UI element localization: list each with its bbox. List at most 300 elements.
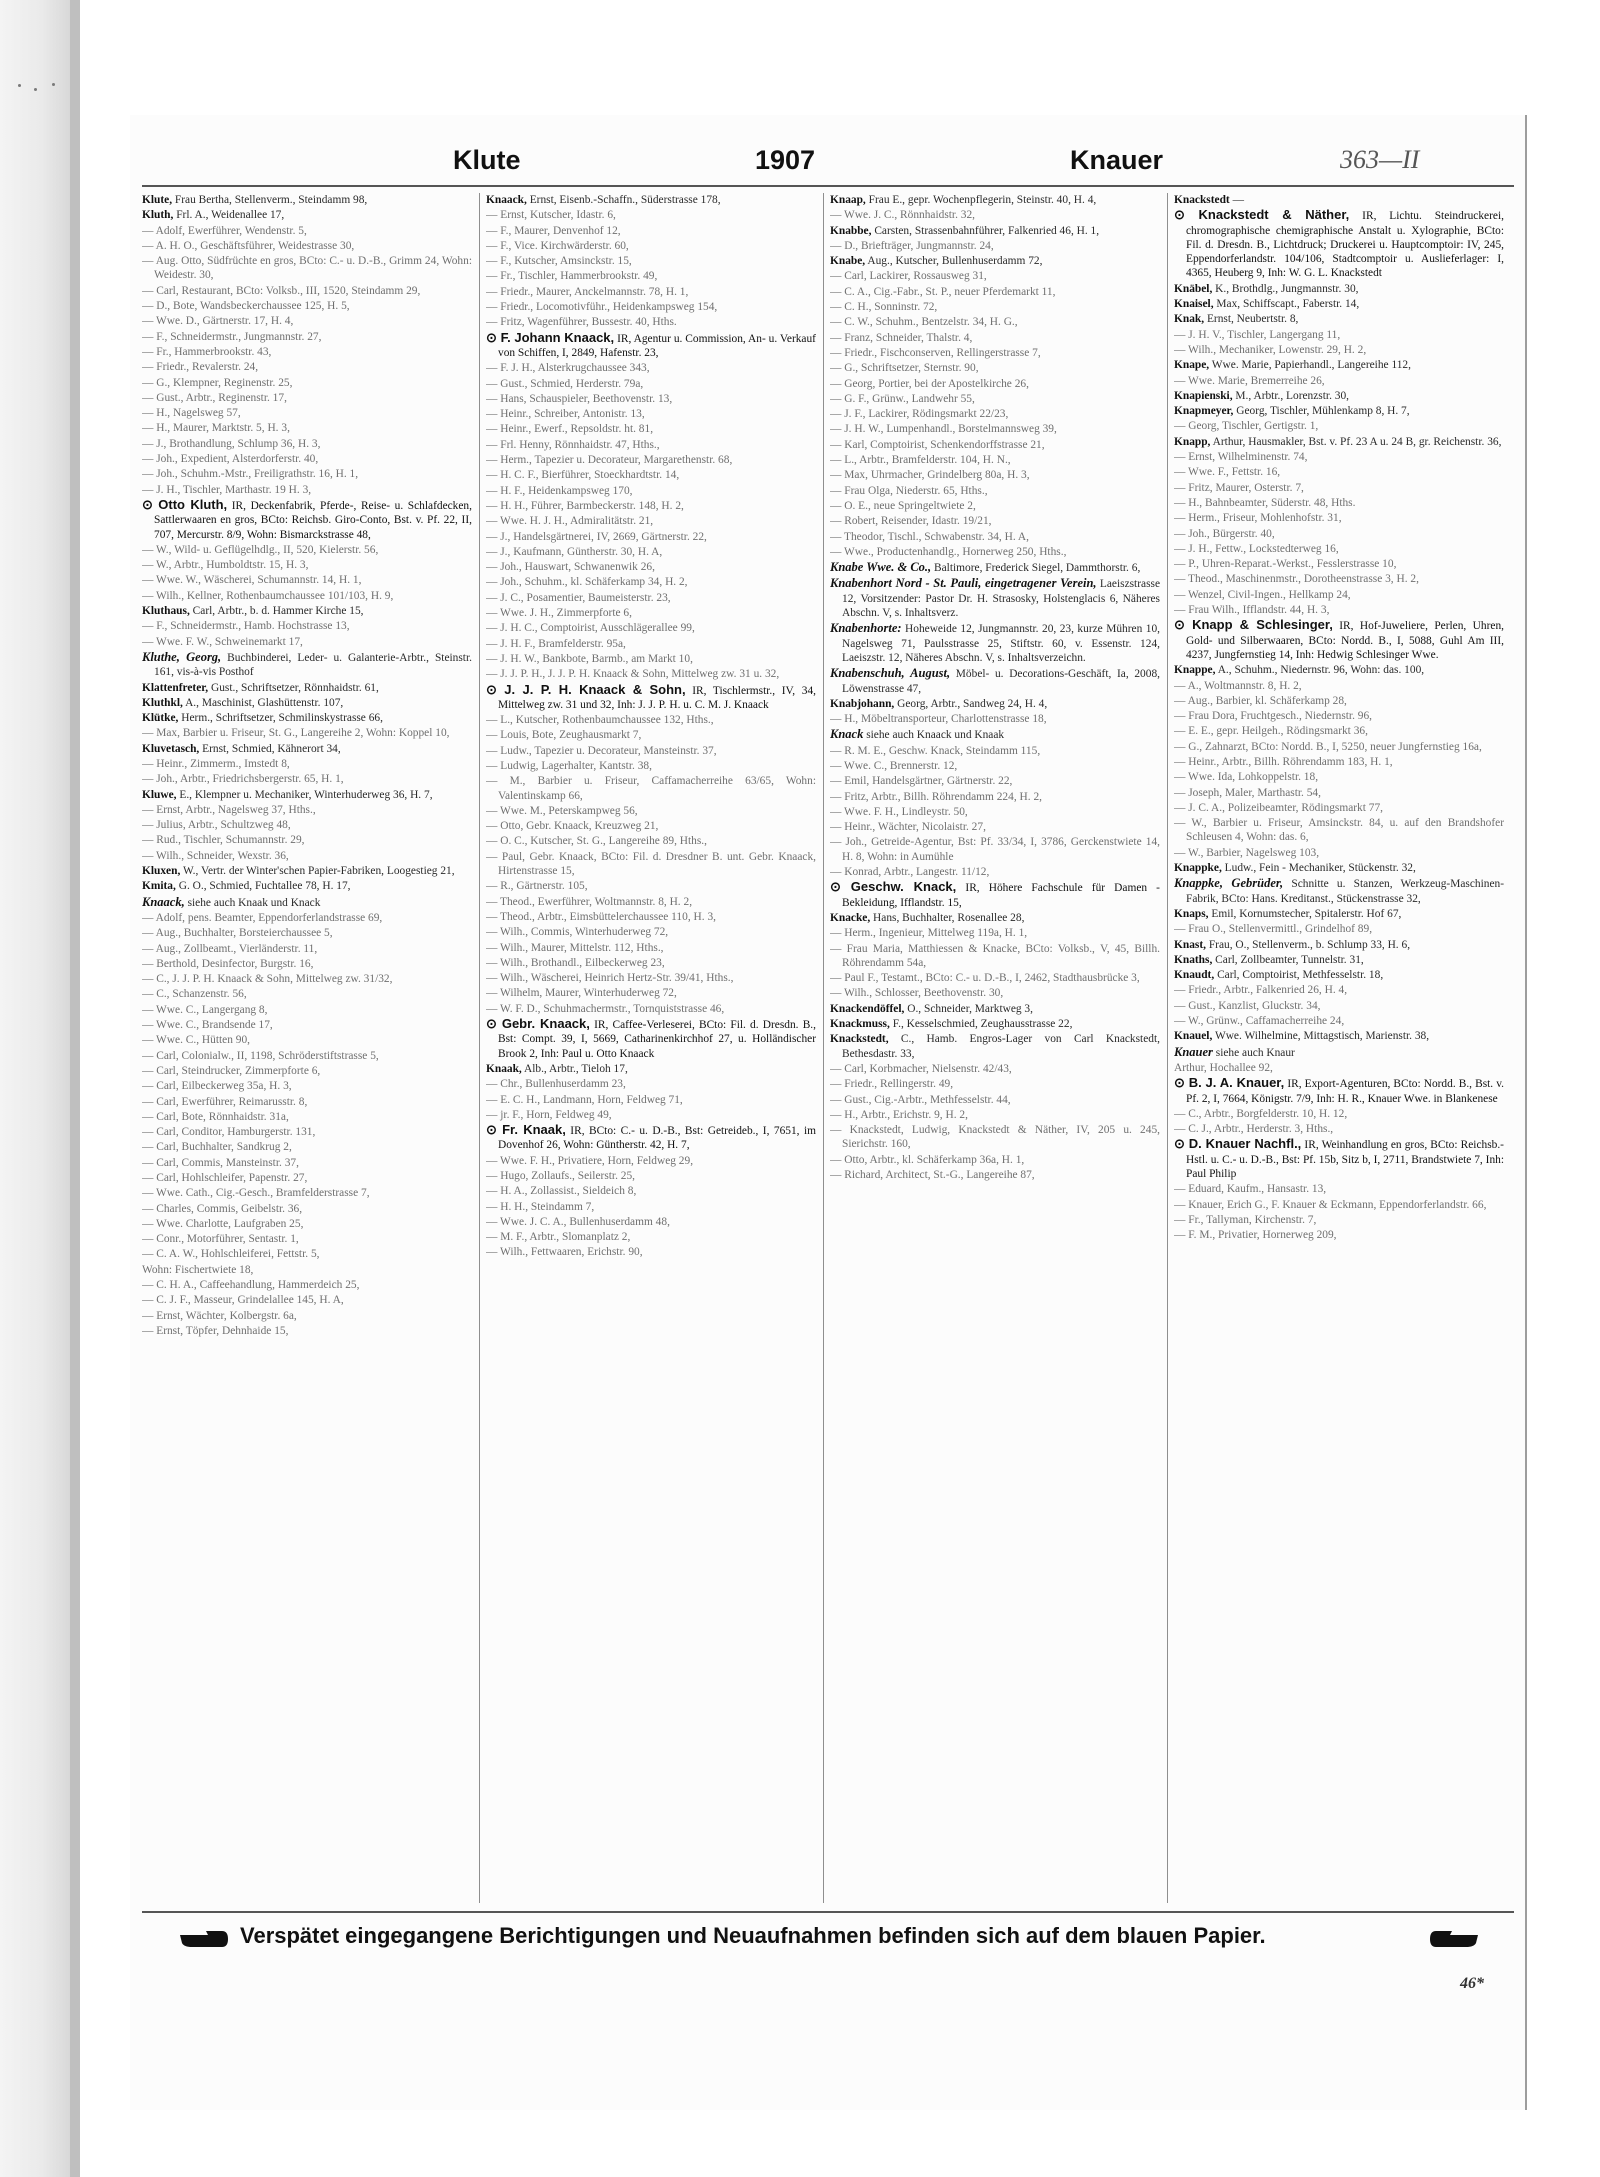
directory-entry bbox=[830, 254, 1160, 268]
page-signature: 46* bbox=[1460, 1975, 1484, 1992]
directory-page bbox=[130, 115, 1527, 2110]
entry-name: Kluthkl, bbox=[142, 696, 183, 709]
entry-details: — O. E., neue Springeltwiete 2, bbox=[830, 499, 976, 512]
entry-details: — Friedr., Maurer, Anckelmannstr. 78, H. 1, bbox=[486, 285, 689, 298]
directory-entry bbox=[1174, 419, 1504, 433]
directory-entry bbox=[830, 712, 1160, 726]
entry-details: — H., Nagelsweg 57, bbox=[142, 407, 241, 420]
entry-name: Knape, bbox=[1174, 359, 1210, 372]
entry-details: — Carl, Colonialw., II, 1198, Schröderstiftstrasse 5, bbox=[142, 1049, 379, 1062]
entry-details: — Adolf, pens. Beamter, Eppendorferlandstrasse 69, bbox=[142, 911, 383, 924]
directory-entry bbox=[1174, 312, 1504, 326]
entry-details: — C., J. J. P. H. Knaack & Sohn, Mittelweg zw. 31/32, bbox=[142, 973, 393, 986]
directory-entry bbox=[142, 314, 472, 328]
directory-entry bbox=[1174, 527, 1504, 541]
directory-entry bbox=[1174, 404, 1504, 418]
entry-details: — Friedr., Locomotivführ., Heidenkampsweg 154, bbox=[486, 301, 718, 314]
directory-entry bbox=[142, 833, 472, 847]
entry-details: — Wwe., Productenhandlg., Hornerweg 250, Hths., bbox=[830, 545, 1067, 558]
directory-entry bbox=[142, 1140, 472, 1154]
directory-entry bbox=[1174, 374, 1504, 388]
entry-details: — C. H. A., Caffeehandlung, Hammerdeich 25, bbox=[142, 1279, 360, 1292]
entry-details: — Gust., Cig.-Arbtr., Methfesselstr. 44, bbox=[830, 1093, 1011, 1106]
directory-entry bbox=[142, 1064, 472, 1078]
entry-details: Wwe. Marie, Papierhandl., Langereihe 112, bbox=[1211, 359, 1411, 372]
entry-name: Knauel, bbox=[1174, 1030, 1213, 1043]
entry-details: — bbox=[1232, 194, 1244, 206]
entry-details: IR, Export-Agenturen, BCto: Nordd. B., Bst. v. Pf. 2, I, 7664, Königstr. 7/9, Inh: H. R., Knauer Wwe. in Blankenese bbox=[1186, 1078, 1504, 1105]
directory-entry bbox=[486, 208, 816, 222]
entry-details: Frau E., gepr. Wochenpflegerin, Steinstr. 40, H. 4, bbox=[868, 194, 1097, 206]
directory-entry bbox=[142, 558, 472, 572]
directory-entry bbox=[486, 850, 816, 879]
directory-entry bbox=[830, 453, 1160, 467]
directory-entry bbox=[142, 757, 472, 771]
directory-entry bbox=[830, 1093, 1160, 1107]
directory-entry bbox=[1174, 709, 1504, 723]
directory-entry bbox=[142, 421, 472, 435]
directory-entry bbox=[486, 1245, 816, 1259]
column-divider bbox=[823, 193, 824, 1903]
entry-details: Aug., Kutscher, Bullenhuserdamm 72, bbox=[867, 255, 1043, 268]
directory-entry bbox=[142, 849, 472, 863]
directory-entry bbox=[1174, 618, 1504, 662]
entry-details: — Max, Barbier u. Friseur, St. G., Langereihe 2, Wohn: Koppel 10, bbox=[142, 727, 450, 740]
entry-name: ⊙ Knapp & Schlesinger, bbox=[1174, 617, 1333, 633]
entry-details: — Wwe. M., Peterskampweg 56, bbox=[486, 804, 638, 817]
directory-entry bbox=[486, 514, 816, 528]
entry-details: — C. J. F., Masseur, Grindelallee 145, H. A, bbox=[142, 1294, 344, 1307]
directory-entry bbox=[1174, 435, 1504, 449]
entry-details: Emil, Kornumstecher, Spitalerstr. Hof 67, bbox=[1211, 907, 1402, 920]
entry-details: — H., Bahnbeamter, Süderstr. 48, Hths. bbox=[1174, 496, 1356, 509]
directory-entry bbox=[142, 254, 472, 283]
directory-entry bbox=[142, 360, 472, 374]
entry-name: Knabenhorte: bbox=[830, 621, 902, 636]
directory-entry bbox=[486, 774, 816, 803]
directory-entry bbox=[486, 986, 816, 1000]
directory-entry bbox=[1174, 588, 1504, 602]
entry-details: — F., Schneidermstr., Jungmannstr. 27, bbox=[142, 330, 322, 343]
directory-entry bbox=[1174, 953, 1504, 967]
entry-details: Buchbinderei, Leder- u. Galanterie-Arbtr., Steinstr. 161, vis-à-vis Posthof bbox=[154, 651, 472, 679]
entry-details: — Wwe. D., Gärtnerstr. 17, H. 4, bbox=[142, 315, 294, 328]
entry-details: — Wilh., Brothandl., Eilbeckerweg 23, bbox=[486, 956, 665, 969]
entry-details: Ernst, Schmied, Kähnerort 34, bbox=[202, 742, 341, 755]
entry-name: Knapp, bbox=[1174, 435, 1211, 448]
entry-name: Kluth, bbox=[142, 209, 174, 222]
entry-details: — Richard, Architect, St.-G., Langereihe 87, bbox=[830, 1169, 1035, 1181]
entry-details: — Ludwig, Lagerhalter, Kantstr. 38, bbox=[486, 759, 652, 772]
directory-entry bbox=[1174, 511, 1504, 525]
directory-entry bbox=[142, 972, 472, 986]
directory-entry bbox=[142, 957, 472, 971]
directory-entry bbox=[142, 1171, 472, 1185]
entry-details: — Carl, Bote, Rönnhaidstr. 31a, bbox=[142, 1110, 289, 1123]
directory-entry bbox=[1174, 1061, 1504, 1075]
entry-name: Knapienski, bbox=[1174, 389, 1233, 402]
entry-details: Wwe. Wilhelmine, Mittagstisch, Marienstr. 38, bbox=[1214, 1030, 1430, 1043]
entry-details: IR, Lichtu. Steindruckerei, chromographische chemigraphische Anstalt u. Xylographie, BCto: Fil. d. Dresdn. B., Lichtdruck; Druckerei u. Hauptcomptoir: IV, 245, Eppendorferlandstr. 104/106, Stadtcomptoir u. Auslieferlager: I, 4365, Heuberg 9, Inh: W. G. L. Knackstedt bbox=[1186, 210, 1504, 280]
entry-name: Knappke, Gebrüder, bbox=[1174, 876, 1284, 891]
entry-details: — D., Bote, Wandsbeckerchaussee 125, H. 5, bbox=[142, 300, 350, 313]
entry-details: — Friedr., Rellingerstr. 49, bbox=[830, 1078, 954, 1091]
entry-details: — Otto, Arbtr., kl. Schäferkamp 36a, H. 1, bbox=[830, 1153, 1025, 1166]
directory-entry bbox=[142, 1156, 472, 1170]
entry-details: IR, Caffee-Verleserei, BCto: Fil. d. Dresdn. B., Bst: Compt. 39, I, 5669, Catharinenkirchhof 27, u. Holländischer Brook 2, Inh: Paul u. Otto Knaack bbox=[498, 1019, 816, 1060]
directory-entry bbox=[486, 895, 816, 909]
directory-entry bbox=[1174, 786, 1504, 800]
entry-details: Schnitte u. Stanzen, Werkzeug-Maschinen-Fabrik, BCto: Hans. Kreditanst., Stückenstrasse 32, bbox=[1186, 878, 1504, 905]
entry-details: — Frau O., Stellenvermittl., Grindelhof 89, bbox=[1174, 923, 1373, 936]
directory-entry bbox=[142, 895, 472, 910]
directory-entry bbox=[142, 818, 472, 832]
entry-details: — Ernst, Wilhelminenstr. 74, bbox=[1174, 451, 1308, 464]
entry-details: — Joseph, Maler, Marthastr. 54, bbox=[1174, 786, 1321, 799]
directory-entry bbox=[1174, 603, 1504, 617]
entry-details: Hoheweide 12, Jungmannstr. 20, 23, kurze Mühren 10, Nagelsweg 71, Paulsstrasse 25, Stiftstr. 60, v. Essenstr. 124, Laeiszstr. 12, Näheres Abschn. V, s. Inhaltsverzeichn. bbox=[842, 623, 1160, 664]
entry-details: — Knauer, Erich G., F. Knauer & Eckmann, Eppendorferlandstr. 66, bbox=[1174, 1198, 1487, 1211]
directory-entry bbox=[142, 1309, 472, 1323]
directory-entry bbox=[1174, 1182, 1504, 1196]
directory-entry bbox=[142, 467, 472, 481]
directory-entry bbox=[1174, 1137, 1504, 1181]
entry-details: — Carl, Buchhalter, Sandkrug 2, bbox=[142, 1141, 292, 1154]
entry-details: IR, Weinhandlung en gros, BCto: Reichsb.-Hstl. u. C.- u. D.-B., Bst: Pf. 15b, Sitz b, I, 2711, Brandstwiete 7, Inh: Paul Philip bbox=[1186, 1139, 1504, 1180]
header-right-keyword: Knauer bbox=[1070, 145, 1164, 175]
directory-entry bbox=[1174, 282, 1504, 296]
entry-details: — jr. F., Horn, Feldweg 49, bbox=[486, 1108, 612, 1121]
directory-entry bbox=[830, 666, 1160, 696]
directory-entry bbox=[142, 879, 472, 893]
directory-entry bbox=[1174, 938, 1504, 952]
entry-details: — Heinr., Arbtr., Billh. Röhrendamm 183, H. 1, bbox=[1174, 755, 1393, 768]
entry-name: Kluxen, bbox=[142, 865, 181, 878]
directory-entry bbox=[486, 575, 816, 589]
entry-details: — Aug. Otto, Südfrüchte en gros, BCto: C.- u. D.-B., Grimm 24, Wohn: Weidestr. 30, bbox=[142, 255, 472, 282]
entry-details: — Wwe. F. W., Schweinemarkt 17, bbox=[142, 635, 303, 648]
directory-entry bbox=[486, 667, 816, 681]
directory-entry bbox=[142, 681, 472, 695]
entry-details: — H., Arbtr., Erichstr. 9, H. 2, bbox=[830, 1108, 968, 1121]
entry-details: Wohn: Fischertwiete 18, bbox=[142, 1263, 254, 1276]
entry-details: — Friedr., Fischconserven, Rellingerstrasse 7, bbox=[830, 346, 1041, 359]
directory-entry bbox=[1174, 193, 1504, 207]
entry-details: Georg, Tischler, Mühlenkamp 8, H. 7, bbox=[1236, 405, 1410, 418]
entry-details: — J. C., Posamentier, Baumeisterstr. 23, bbox=[486, 591, 671, 604]
entry-details: E., Klempner u. Mechaniker, Winterhuderweg 36, H. 7, bbox=[179, 788, 433, 801]
directory-entry bbox=[142, 864, 472, 878]
directory-entry bbox=[486, 956, 816, 970]
entry-details: W., Vertr. der Winter'schen Papier-Fabriken, Loogestieg 21, bbox=[182, 865, 455, 878]
entry-details: — Wwe. J. C., Rönnhaidstr. 32, bbox=[830, 209, 976, 222]
directory-entry bbox=[830, 484, 1160, 498]
directory-entry bbox=[830, 468, 1160, 482]
directory-entry bbox=[486, 728, 816, 742]
entry-details: — Frau Dora, Fruchtgesch., Niedernstr. 96, bbox=[1174, 710, 1373, 723]
entry-details: — Joh., Hauswart, Schwanenwik 26, bbox=[486, 561, 655, 574]
entry-details: — Wwe. F. H., Privatiere, Horn, Feldweg 29, bbox=[486, 1154, 694, 1167]
directory-entry bbox=[1174, 450, 1504, 464]
directory-entry bbox=[142, 987, 472, 1001]
directory-entry bbox=[1174, 1076, 1504, 1106]
entry-name: ⊙ F. Johann Knaack, bbox=[486, 329, 615, 345]
directory-entry bbox=[486, 361, 816, 375]
entry-details: Georg, Arbtr., Sandweg 24, H. 4, bbox=[897, 697, 1048, 710]
entry-details: Arthur, Hochallee 92, bbox=[1174, 1061, 1273, 1074]
entry-details: — Adolf, Ewerführer, Wendenstr. 5, bbox=[142, 224, 307, 237]
directory-entry bbox=[486, 1169, 816, 1183]
entry-details: — C. H., Sonninstr. 72, bbox=[830, 301, 938, 314]
entry-details: — J. H. W., Bankbote, Barmb., am Markt 10, bbox=[486, 652, 693, 665]
directory-entry bbox=[1174, 1014, 1504, 1028]
directory-entry bbox=[486, 637, 816, 651]
directory-entry bbox=[830, 545, 1160, 559]
entry-details: Ludw., Fein - Mechaniker, Stückenstr. 32, bbox=[1224, 862, 1416, 875]
entry-details: — Ernst, Wächter, Kolbergstr. 6a, bbox=[142, 1309, 297, 1322]
directory-entry bbox=[1174, 876, 1504, 906]
entry-details: A., Maschinist, Glashüttenstr. 107, bbox=[185, 696, 344, 709]
entry-details: — F. M., Privatier, Hornerweg 209, bbox=[1174, 1229, 1337, 1242]
directory-entry bbox=[486, 1184, 816, 1198]
entry-details: — W., Wild- u. Geflügelhdlg., II, 520, Kielerstr. 56, bbox=[142, 543, 379, 556]
entry-details: — Max, Uhrmacher, Grindelberg 80a, H. 3, bbox=[830, 469, 1030, 482]
directory-entry bbox=[486, 407, 816, 421]
directory-entry bbox=[830, 346, 1160, 360]
entry-details: — D., Briefträger, Jungmannstr. 24, bbox=[830, 239, 994, 252]
directory-entry bbox=[142, 650, 472, 680]
directory-entry bbox=[486, 285, 816, 299]
directory-entry bbox=[142, 1033, 472, 1047]
entry-details: — Louis, Bote, Zeughausmarkt 7, bbox=[486, 729, 642, 742]
entry-details: — Theod., Ewerführer, Woltmannstr. 8, H. 2, bbox=[486, 895, 693, 908]
entry-details: — Gust., Schmied, Herderstr. 79a, bbox=[486, 377, 644, 390]
entry-details: — J. J. P. H., J. J. P. H. Knaack & Sohn, Mittelweg zw. 31 u. 32, bbox=[486, 668, 780, 681]
directory-entry bbox=[142, 926, 472, 940]
page-number: 363—II bbox=[1340, 145, 1420, 174]
entry-details: — R. M. E., Geschw. Knack, Steindamm 115, bbox=[830, 744, 1041, 757]
entry-details: — Aug., Buchhalter, Borsteierchaussee 5, bbox=[142, 927, 333, 940]
directory-entry bbox=[830, 805, 1160, 819]
entry-name: Knackstedt bbox=[1174, 194, 1230, 206]
entry-details: — J. H., Tischler, Marthastr. 19 H. 3, bbox=[142, 483, 312, 496]
entry-details: — Charles, Commis, Geibelstr. 36, bbox=[142, 1202, 303, 1215]
entry-details: — Georg, Portier, bei der Apostelkirche 26, bbox=[830, 377, 1029, 390]
directory-entry bbox=[830, 331, 1160, 345]
directory-entry bbox=[486, 468, 816, 482]
entry-details: — Joh., Arbtr., Friedrichsbergerstr. 65, H. 1, bbox=[142, 773, 344, 786]
entry-name: Knaps, bbox=[1174, 907, 1209, 920]
entry-details: — Carl, Korbmacher, Nielsenstr. 42/43, bbox=[830, 1062, 1012, 1075]
directory-entry bbox=[486, 530, 816, 544]
entry-details: — J., Kaufmann, Güntherstr. 30, H. A, bbox=[486, 545, 663, 558]
entry-details: Herm., Schriftsetzer, Schmilinskystrasse 66, bbox=[181, 712, 383, 725]
directory-entry bbox=[142, 1293, 472, 1307]
directory-entry bbox=[142, 573, 472, 587]
entry-details: — J. H. F., Bramfelderstr. 95a, bbox=[486, 637, 626, 650]
entry-details: — Fritz, Maurer, Osterstr. 7, bbox=[1174, 481, 1304, 494]
header-year: 1907 bbox=[755, 145, 816, 175]
directory-entry bbox=[1174, 724, 1504, 738]
directory-entry bbox=[830, 315, 1160, 329]
entry-details: Möbel- u. Decorations-Geschäft, Ia, 2008, Löwenstrasse 47, bbox=[842, 668, 1160, 695]
entry-name: Knappe, bbox=[1174, 664, 1216, 677]
entry-details: — Wwe. W., Wäscherei, Schumannstr. 14, H. 1, bbox=[142, 574, 362, 587]
entry-details: — M. F., Arbtr., Slomanplatz 2, bbox=[486, 1231, 631, 1244]
directory-entry bbox=[486, 1123, 816, 1153]
entry-name: ⊙ B. J. A. Knauer, bbox=[1174, 1075, 1285, 1091]
entry-details: — Robert, Reisender, Idastr. 19/21, bbox=[830, 515, 992, 528]
entry-name: Knabe Wwe. & Co., bbox=[830, 560, 932, 575]
entry-details: — Wilh., Kellner, Rothenbaumchaussee 101/103, H. 9, bbox=[142, 589, 394, 602]
entry-details: — C. A. W., Hohlschleiferei, Fettstr. 5, bbox=[142, 1248, 320, 1261]
entry-details: — Frau Wilh., Ifflandstr. 44, H. 3, bbox=[1174, 604, 1330, 617]
directory-entry bbox=[142, 726, 472, 740]
directory-entry bbox=[1174, 663, 1504, 677]
entry-name: Kluvetasch, bbox=[142, 742, 200, 755]
entry-details: — J. F., Lackirer, Rödingsmarkt 22/23, bbox=[830, 408, 1009, 421]
directory-entry bbox=[486, 453, 816, 467]
entry-name: ⊙ D. Knauer Nachfl., bbox=[1174, 1136, 1302, 1152]
entry-name: Knapmeyer, bbox=[1174, 405, 1234, 418]
directory-entry bbox=[486, 713, 816, 727]
directory-entry bbox=[830, 1108, 1160, 1122]
directory-entry bbox=[830, 239, 1160, 253]
entry-name: Kmita, bbox=[142, 880, 176, 893]
entry-name: Knappke, bbox=[1174, 862, 1222, 875]
entry-details: — J., Brothandlung, Schlump 36, H. 3, bbox=[142, 437, 321, 450]
entry-details: — G., Schriftsetzer, Sternstr. 90, bbox=[830, 362, 979, 375]
entry-details: — J. H., Fettw., Lockstedterweg 16, bbox=[1174, 542, 1339, 555]
entry-details: — Ernst, Kutscher, Idastr. 6, bbox=[486, 209, 616, 222]
directory-entry bbox=[486, 560, 816, 574]
entry-name: Knaack, bbox=[142, 894, 185, 909]
entry-details: G. O., Schmied, Fuchtallee 78, H. 17, bbox=[178, 880, 351, 893]
directory-entry bbox=[830, 986, 1160, 1000]
entry-details: — W. F. D., Schuhmachermstr., Tornquiststrasse 46, bbox=[486, 1002, 725, 1015]
directory-entry bbox=[830, 269, 1160, 283]
notice-text: Verspätet eingegangene Berichtigungen und Neuaufnahmen befinden sich auf dem blauen Papier. bbox=[240, 1923, 1266, 1948]
directory-entry bbox=[830, 392, 1160, 406]
directory-entry bbox=[830, 560, 1160, 575]
directory-entry bbox=[830, 759, 1160, 773]
entry-details: — Wilh., Wäscherei, Heinrich Hertz-Str. 39/41, Hths., bbox=[486, 972, 734, 985]
directory-entry bbox=[142, 1018, 472, 1032]
entry-name: Knackmuss, bbox=[830, 1018, 890, 1031]
entry-name: Knaack, bbox=[486, 194, 527, 206]
entry-details: — Heinr., Zimmerm., Imstedt 8, bbox=[142, 757, 290, 770]
column-3 bbox=[830, 193, 1160, 1903]
directory-entry bbox=[142, 1202, 472, 1216]
entry-details: Alb., Arbtr., Tieloh 17, bbox=[524, 1062, 628, 1075]
directory-entry bbox=[486, 621, 816, 635]
book-binding bbox=[0, 0, 70, 2177]
entry-details: — Fr., Tischler, Hammerbrookstr. 49, bbox=[486, 270, 658, 283]
directory-entry bbox=[830, 499, 1160, 513]
directory-entry bbox=[142, 1247, 472, 1261]
column-2 bbox=[486, 193, 816, 1903]
entry-details: — H. H., Führer, Barmbeckerstr. 148, H. 2, bbox=[486, 499, 684, 512]
directory-entry bbox=[486, 941, 816, 955]
entry-details: O., Schneider, Marktweg 3, bbox=[907, 1002, 1033, 1015]
entry-name: Knaths, bbox=[1174, 953, 1213, 966]
entry-details: — Frau Maria, Matthiessen & Knacke, BCto: Volksb., V, 45, Billh. Röhrendamm 54a, bbox=[830, 942, 1160, 969]
entry-details: — C. J., Arbtr., Herderstr. 3, Hths., bbox=[1174, 1123, 1334, 1136]
directory-entry bbox=[830, 208, 1160, 222]
directory-entry bbox=[1174, 755, 1504, 769]
directory-entry bbox=[486, 438, 816, 452]
entry-name: Knaisel, bbox=[1174, 298, 1214, 311]
directory-entry bbox=[1174, 572, 1504, 586]
directory-entry bbox=[486, 1017, 816, 1061]
entry-details: Carl, Arbtr., b. d. Hammer Kirche 15, bbox=[192, 605, 364, 618]
directory-entry bbox=[142, 284, 472, 298]
directory-entry bbox=[486, 1215, 816, 1229]
directory-entry bbox=[830, 1168, 1160, 1182]
directory-entry bbox=[830, 1062, 1160, 1076]
directory-entry bbox=[142, 224, 472, 238]
directory-entry bbox=[830, 1123, 1160, 1152]
entry-details: Baltimore, Frederick Siegel, Dammthorstr. 6, bbox=[934, 562, 1141, 575]
entry-details: — Wwe. Cath., Cig.-Gesch., Bramfelderstrasse 7, bbox=[142, 1187, 370, 1200]
entry-details: — Aug., Zollbeamt., Vierländerstr. 11, bbox=[142, 942, 318, 955]
entry-details: — Wwe. C., Hütten 90, bbox=[142, 1034, 250, 1047]
directory-entry bbox=[830, 942, 1160, 971]
entry-name: Knabenschuh, August, bbox=[830, 666, 951, 681]
entry-details: siehe auch Knaack und Knaak bbox=[866, 729, 1005, 742]
entry-details: — Ernst, Töpfer, Dehnhaide 15, bbox=[142, 1324, 289, 1337]
directory-entry bbox=[1174, 1213, 1504, 1227]
entry-details: — J. H. W., Lumpenhandl., Borstelmannsweg 39, bbox=[830, 423, 1057, 436]
entry-name: Knaudt, bbox=[1174, 969, 1215, 982]
entry-details: — Wwe. J. H., Zimmerpforte 6, bbox=[486, 607, 632, 620]
directory-entry bbox=[486, 1093, 816, 1107]
directory-entry bbox=[830, 727, 1160, 742]
directory-entry bbox=[1174, 801, 1504, 815]
entry-details: — W., Grünw., Caffamacherreihe 24, bbox=[1174, 1015, 1345, 1028]
directory-entry bbox=[1174, 481, 1504, 495]
entry-details: — Friedr., Arbtr., Falkenried 26, H. 4, bbox=[1174, 984, 1348, 997]
entry-name: Knabbe, bbox=[830, 224, 872, 237]
entry-details: — C., Arbtr., Borgfelderstr. 10, H. 12, bbox=[1174, 1107, 1348, 1120]
directory-entry bbox=[486, 879, 816, 893]
directory-entry bbox=[142, 1003, 472, 1017]
directory-entry bbox=[486, 759, 816, 773]
running-header bbox=[130, 145, 1525, 181]
entry-details: — Wwe. H. J. H., Admiralitätstr. 21, bbox=[486, 515, 654, 528]
directory-entry bbox=[1174, 694, 1504, 708]
directory-entry bbox=[1174, 1228, 1504, 1242]
entry-details: — Theod., Arbtr., Eimsbüttelerchaussee 110, H. 3, bbox=[486, 910, 716, 923]
entry-details: — C., Schanzenstr. 56, bbox=[142, 988, 247, 1001]
entry-details: siehe auch Knaak und Knack bbox=[187, 896, 321, 909]
entry-details: — H. F., Heidenkampsweg 170, bbox=[486, 484, 633, 497]
entry-details: — W., Barbier, Nagelsweg 103, bbox=[1174, 846, 1320, 859]
directory-entry bbox=[142, 1232, 472, 1246]
column-1 bbox=[142, 193, 472, 1903]
directory-entry bbox=[486, 910, 816, 924]
entry-details: — R., Gärtnerstr. 105, bbox=[486, 880, 588, 893]
column-4 bbox=[1174, 193, 1504, 1903]
directory-entry bbox=[142, 911, 472, 925]
entry-details: — Joh., Expedient, Alsterdorferstr. 40, bbox=[142, 453, 319, 466]
directory-entry bbox=[486, 254, 816, 268]
entry-details: — Aug., Barbier, kl. Schäferkamp 28, bbox=[1174, 694, 1347, 707]
directory-entry bbox=[142, 1110, 472, 1124]
directory-entry bbox=[1174, 679, 1504, 693]
directory-entry bbox=[830, 377, 1160, 391]
entry-details: — Joh., Getreide-Agentur, Bst: Pf. 33/34, I, 3786, Gerckenstwiete 14, H. 8, Wohn: in Aumühle bbox=[830, 836, 1160, 863]
